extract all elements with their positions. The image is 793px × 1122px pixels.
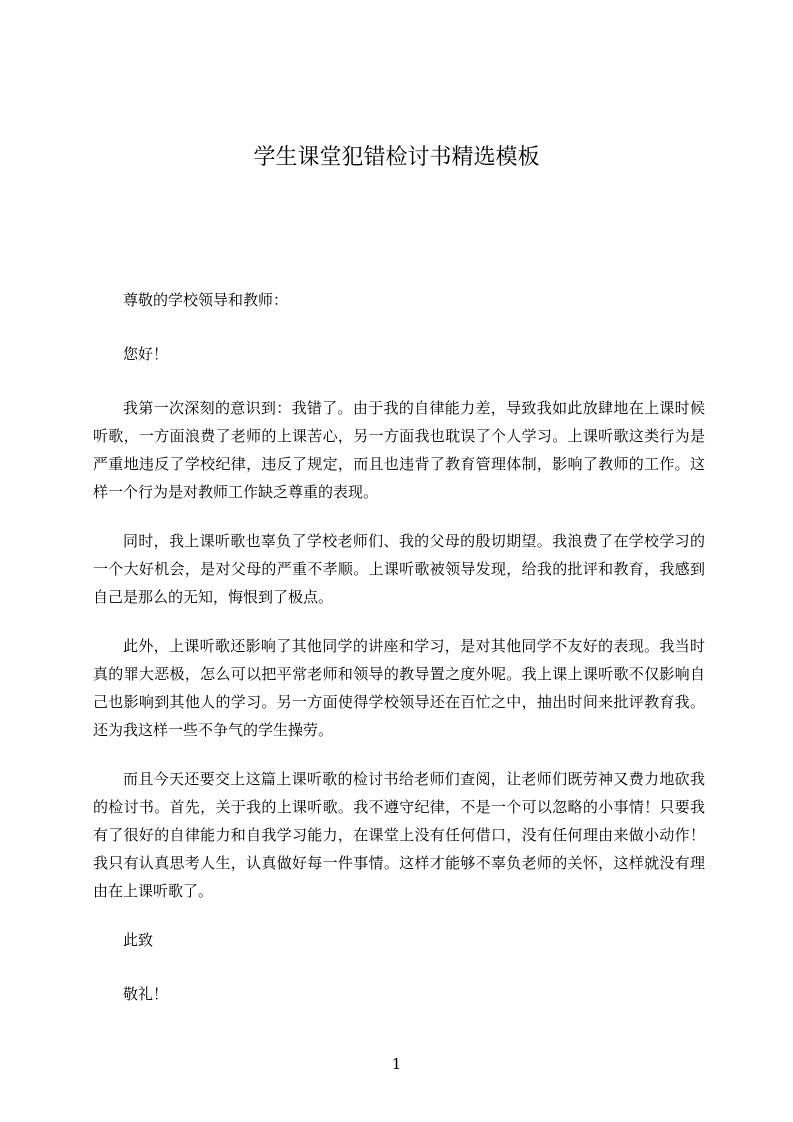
body-paragraph-1: 我第一次深刻的意识到：我错了。由于我的自律能力差，导致我如此放肆地在上课时候听歌，一方面浪费了老师的上课苦心，另一方面我也耽误了个人学习。上课听歌这类行为是严重地违反了学校纪律，违反了规定，而且也违背了教育管理体制，影响了教师的工作。这样一个行为是对教师工作缺乏尊重的表现。 [93, 399, 705, 501]
greeting: 您好！ [123, 345, 169, 363]
closing-line-2: 敬礼！ [123, 985, 169, 1003]
page-number: 1 [391, 1055, 402, 1073]
body-paragraph-2: 同时，我上课听歌也辜负了学校老师们、我的父母的殷切期望。我浪费了在学校学习的一个大好机会，是对父母的严重不孝顺。上课听歌被领导发现，给我的批评和教育，我感到自己是那么的无知，悔恨到了极点。 [93, 532, 705, 606]
closing-line-1: 此致 [123, 931, 154, 949]
body-paragraph-4: 而且今天还要交上这篇上课听歌的检讨书给老师们查阅，让老师们既劳神又费力地砍我的检讨书。首先，关于我的上课听歌。我不遵守纪律，不是一个可以忽略的小事情！只要我有了很好的自律能力和自我学习能力，在课堂上没有任何借口，没有任何理由来做小动作！我只有认真思考人生，认真做好每一件事情。这样才能够不辜负老师的关怀，这样就没有理由在上课听歌了。 [93, 770, 705, 900]
document-title: 学生课堂犯错检讨书精选模板 [253, 145, 540, 170]
body-paragraph-3: 此外，上课听歌还影响了其他同学的讲座和学习，是对其他同学不友好的表现。我当时真的罪大恶极，怎么可以把平常老师和领导的教导置之度外呢。我上课上课听歌不仅影响自己也影响到其他人的学习。另一方面使得学校领导还在百忙之中，抽出时间来批评教育我。还为我这样一些不争气的学生操劳。 [93, 637, 705, 739]
salutation: 尊敬的学校领导和教师： [123, 291, 289, 309]
